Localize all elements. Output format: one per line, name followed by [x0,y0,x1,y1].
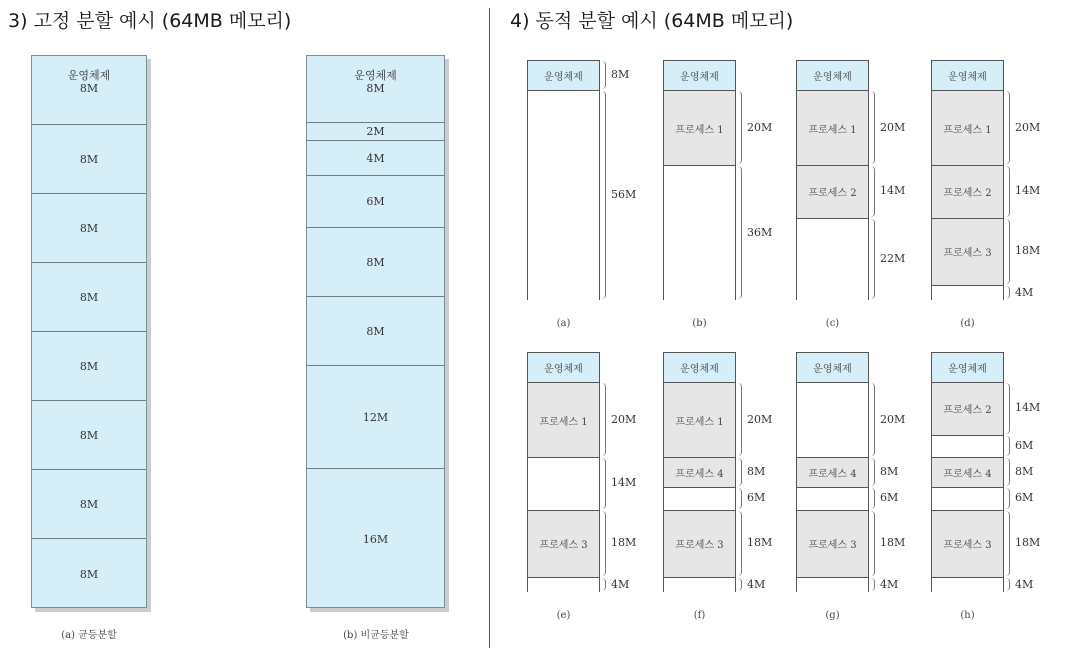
process-segment [664,91,735,166]
segment-label: 프로세스 3 [808,540,857,552]
fixed-block-size: 8M [79,82,99,95]
segment-label: 프로세스 1 [675,416,724,428]
fixed-block [307,297,444,366]
segment-size-label: 8M [611,68,630,81]
segment-label: 프로세스 2 [943,188,992,200]
free-segment [797,383,868,458]
free-segment [528,578,599,593]
fixed-partition-title: 3) 고정 분할 예시 (64MB 메모리) [8,10,292,32]
free-segment [797,488,868,511]
segment-size-label: 18M [1015,244,1041,258]
segment-size-label: 6M [747,491,766,505]
os-segment [664,61,735,91]
segment-label: 프로세스 2 [808,188,857,200]
process-segment [797,511,868,579]
fixed-block-size: 6M [366,195,385,208]
process-segment [528,383,599,458]
fixed-block [307,228,444,297]
dynamic-diagram-caption: (f) [693,610,706,621]
segment-label: 프로세스 1 [539,416,588,428]
segment-size-label: 6M [1015,491,1034,505]
fixed-block-label: 운영체제 [67,69,111,82]
size-brace [602,578,606,591]
equal-partition-memory [31,55,147,608]
segment-size-label: 6M [880,491,899,505]
os-segment [932,353,1003,383]
fixed-block-size: 8M [79,221,99,235]
dynamic-diagram-caption: (c) [825,318,840,329]
fixed-block [32,332,146,401]
fixed-block [32,401,146,470]
segment-size-label: 20M [747,412,773,426]
fixed-block-size: 8M [366,82,385,95]
dynamic-memory-column [796,352,869,592]
size-brace [871,488,875,509]
fixed-block-size: 8M [79,428,99,442]
segment-label: 운영체제 [948,364,987,375]
size-brace [871,511,875,577]
size-brace [738,91,742,164]
dynamic-memory-column [931,352,1004,592]
fixed-block-size: 8M [79,152,99,166]
size-brace [1006,436,1010,457]
process-segment [528,511,599,579]
process-segment [932,219,1003,287]
fixed-block [307,123,444,141]
size-brace [738,166,742,299]
dynamic-memory-column [527,60,600,300]
dynamic-diagram-caption: (a) [556,318,571,329]
size-brace [871,458,875,486]
size-brace [1006,488,1010,509]
process-segment [664,458,735,488]
fixed-block [32,539,146,609]
process-segment [932,458,1003,488]
size-brace [871,166,875,217]
free-segment [932,488,1003,511]
fixed-block-size: 8M [366,324,385,338]
segment-size-label: 18M [747,536,773,550]
free-segment [932,286,1003,301]
size-brace [738,511,742,577]
fixed-block [32,194,146,263]
size-brace [871,219,875,300]
segment-size-label: 14M [1015,401,1041,415]
segment-label: 프로세스 3 [675,540,724,552]
fixed-block-label: 운영체제 [354,69,397,82]
dynamic-diagram-caption: (b) [692,318,707,329]
size-brace [1006,286,1010,299]
unequal-partition-memory [306,55,445,608]
free-segment [664,166,735,301]
fixed-block-size: 8M [79,359,99,373]
free-segment [664,578,735,593]
segment-label: 운영체제 [680,364,719,375]
fixed-block-size: 2M [366,125,385,138]
process-segment [664,511,735,579]
segment-label: 프로세스 3 [943,540,992,552]
size-brace [1006,511,1010,577]
segment-size-label: 8M [880,465,899,478]
size-brace [1006,383,1010,434]
free-segment [528,458,599,511]
segment-size-label: 14M [880,184,906,198]
segment-label: 운영체제 [544,72,583,83]
fixed-block [32,470,146,539]
process-segment [797,91,868,166]
segment-size-label: 18M [1015,536,1041,550]
dynamic-diagram-caption: (h) [960,610,975,621]
segment-size-label: 14M [611,476,637,490]
segment-label: 운영체제 [813,72,852,83]
fixed-block [32,263,146,332]
fixed-block-size: 8M [79,290,99,304]
segment-size-label: 8M [1015,465,1034,478]
dynamic-partition-title: 4) 동적 분할 예시 (64MB 메모리) [510,10,794,32]
process-segment [932,166,1003,219]
free-segment [797,578,868,593]
segment-size-label: 14M [1015,184,1041,198]
dynamic-memory-column [527,352,600,592]
size-brace [871,578,875,591]
fixed-block [307,56,444,123]
size-brace [602,383,606,456]
os-segment [797,353,868,383]
fixed-block-size: 8M [79,567,99,581]
size-brace [1006,91,1010,164]
size-brace [602,91,606,299]
segment-size-label: 4M [611,577,630,591]
process-segment [932,511,1003,579]
segment-size-label: 22M [880,251,906,265]
free-segment [932,578,1003,593]
dynamic-diagram-caption: (e) [556,610,571,621]
segment-size-label: 56M [611,188,637,201]
size-brace [1006,458,1010,486]
fixed-block-size: 4M [366,151,385,165]
segment-size-label: 18M [611,536,637,550]
segment-label: 프로세스 4 [943,469,992,480]
fixed-block-size: 16M [362,532,389,546]
unequal-partition-caption: (b) 비균등분할 [343,630,409,641]
segment-size-label: 36M [747,225,773,239]
process-segment [932,91,1003,166]
os-segment [528,353,599,383]
fixed-block-size: 8M [366,255,385,269]
segment-label: 프로세스 4 [808,469,857,480]
size-brace [738,488,742,509]
size-brace [871,383,875,456]
segment-label: 운영체제 [544,364,583,375]
segment-label: 운영체제 [680,72,719,83]
process-segment [797,166,868,219]
segment-label: 운영체제 [813,364,852,375]
size-brace [871,91,875,164]
size-brace [602,511,606,577]
dynamic-memory-column [931,60,1004,300]
dynamic-memory-column [663,352,736,592]
segment-size-label: 4M [747,577,766,591]
segment-size-label: 20M [611,412,637,426]
segment-label: 운영체제 [948,72,987,83]
segment-size-label: 20M [747,120,773,134]
dynamic-memory-column [663,60,736,300]
process-segment [664,383,735,458]
free-segment [664,488,735,511]
fixed-block-size: 12M [362,410,389,424]
fixed-block [307,176,444,228]
size-brace [1006,578,1010,591]
process-segment [932,383,1003,436]
segment-label: 프로세스 1 [675,124,724,136]
free-segment [528,91,599,301]
segment-label: 프로세스 2 [943,405,992,417]
fixed-block [307,469,444,609]
fixed-block [307,366,444,469]
os-segment [797,61,868,91]
segment-size-label: 20M [880,412,906,426]
process-segment [797,458,868,488]
dynamic-diagram-caption: (g) [825,610,840,621]
size-brace [738,458,742,486]
size-brace [602,61,606,89]
fixed-block [307,141,444,176]
size-brace [1006,166,1010,217]
size-brace [1006,219,1010,285]
segment-size-label: 20M [1015,120,1041,134]
free-segment [797,219,868,302]
os-segment [528,61,599,91]
fixed-block [32,125,146,194]
dynamic-memory-column [796,60,869,300]
segment-size-label: 18M [880,536,906,550]
fixed-block-size: 8M [79,497,99,511]
segment-size-label: 6M [1015,438,1034,452]
segment-label: 프로세스 1 [943,124,992,136]
equal-partition-caption: (a) 균등분할 [61,630,117,641]
dynamic-diagram-caption: (d) [960,318,975,329]
segment-size-label: 4M [1015,577,1034,591]
os-segment [664,353,735,383]
size-brace [602,458,606,509]
free-segment [932,436,1003,459]
fixed-block [32,56,146,125]
segment-label: 프로세스 3 [943,248,992,260]
segment-size-label: 20M [880,120,906,134]
segment-label: 프로세스 1 [808,124,857,136]
segment-label: 프로세스 4 [675,469,724,480]
section-divider [489,8,490,648]
segment-label: 프로세스 3 [539,540,588,552]
size-brace [738,383,742,456]
segment-size-label: 4M [880,577,899,591]
os-segment [932,61,1003,91]
size-brace [738,578,742,591]
segment-size-label: 4M [1015,285,1034,299]
segment-size-label: 8M [747,465,766,478]
